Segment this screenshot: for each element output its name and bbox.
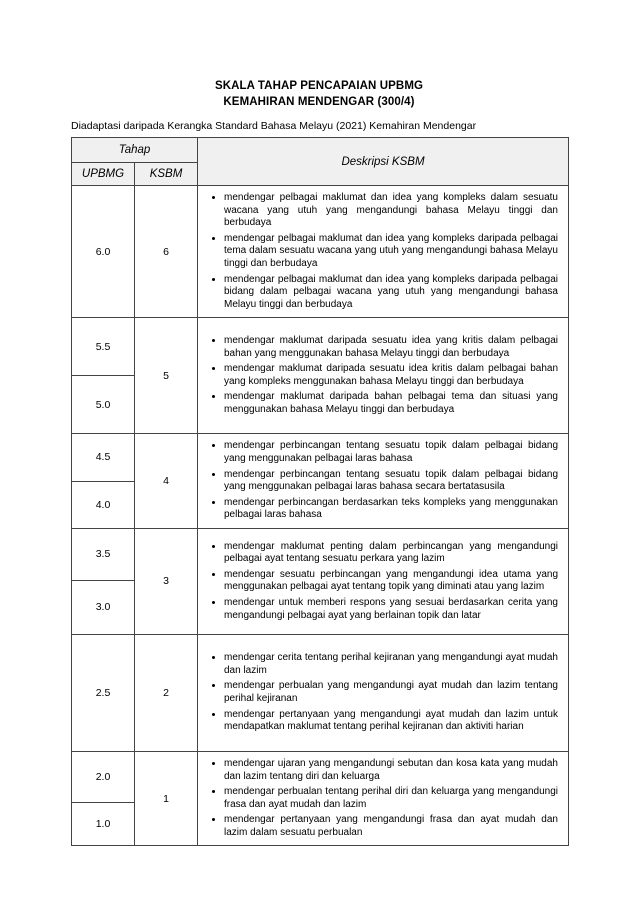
description-cell xyxy=(198,318,569,434)
table-row xyxy=(72,434,569,481)
ksbm-value: 1 xyxy=(135,751,198,846)
ksbm-value: 2 xyxy=(135,634,198,751)
upbmg-value: 6.0 xyxy=(72,186,135,318)
table-row xyxy=(72,634,569,751)
achievement-scale-table xyxy=(71,137,569,846)
list-item: • mendengar cerita tentang perihal kejiranan yang mengandungi ayat mudah dan lazim xyxy=(224,652,558,677)
list-item: • mendengar perbualan tentang perihal diri dan keluarga yang mengandungi frasa dan ayat mudah dan lazim xyxy=(224,786,558,811)
table-row xyxy=(72,528,569,580)
description-list xyxy=(204,652,558,734)
upbmg-value: 4.0 xyxy=(72,481,135,528)
list-item: • mendengar sesuatu perbincangan yang mengandungi idea utama yang menggunakan pelbagai ayat tentang topik yang diminati atau yang lazim xyxy=(224,569,558,594)
description-list xyxy=(204,440,558,522)
description-cell xyxy=(198,528,569,634)
document-subtitle-code: KEMAHIRAN MENDENGAR (300/4) xyxy=(223,96,415,108)
description-cell xyxy=(198,634,569,751)
header-deskripsi: Deskripsi KSBM xyxy=(198,138,569,186)
list-item: • mendengar maklumat daripada bahan pelbagai tema dan situasi yang menggunakan bahasa Melayu tinggi dan berbudaya xyxy=(224,391,558,416)
description-cell xyxy=(198,434,569,529)
source-note: Diadaptasi daripada Kerangka Standard Bahasa Melayu (2021) Kemahiran Mendengar xyxy=(71,120,477,132)
ksbm-value: 6 xyxy=(135,186,198,318)
description-cell xyxy=(198,186,569,318)
description-list xyxy=(204,335,558,417)
description-list xyxy=(204,192,558,311)
description-list xyxy=(204,758,558,840)
list-item: • mendengar maklumat daripada sesuatu idea yang kritis dalam pelbagai bahan yang menggunakan bahasa Melayu tinggi dan berbudaya xyxy=(224,335,558,360)
list-item: • mendengar perbincangan berdasarkan teks kompleks yang menggunakan pelbagai laras bahasa xyxy=(224,497,558,522)
table-row xyxy=(72,751,569,802)
upbmg-value: 3.5 xyxy=(72,528,135,580)
list-item: • mendengar pelbagai maklumat dan idea yang kompleks daripada pelbagai bidang dalam pelbagai wacana yang utuh yang mengandungi bahasa Melayu tinggi dan berbudaya xyxy=(224,274,558,312)
list-item: • mendengar pertanyaan yang mengandungi ayat mudah dan lazim untuk mendapatkan maklumat tentang perihal kejiranan dan aktiviti harian xyxy=(224,709,558,734)
list-item: • mendengar maklumat daripada sesuatu idea kritis dalam pelbagai bahan yang kompleks menggunakan bahasa Melayu tinggi dan berbudaya xyxy=(224,363,558,388)
list-item: • mendengar perbincangan tentang sesuatu topik dalam pelbagai bidang yang menggunakan pelbagai laras bahasa secara bertatasusila xyxy=(224,469,558,494)
upbmg-value: 1.0 xyxy=(72,802,135,846)
document-title: SKALA TAHAP PENCAPAIAN UPBMG xyxy=(214,80,424,92)
upbmg-value: 2.0 xyxy=(72,751,135,802)
list-item: • mendengar perbincangan tentang sesuatu topik dalam pelbagai bidang yang menggunakan pelbagai laras bahasa xyxy=(224,440,558,465)
header-upbmg: UPBMG xyxy=(72,163,135,186)
list-item: • mendengar pertanyaan yang mengandungi frasa dan ayat mudah dan lazim dalam sesuatu perbualan xyxy=(224,814,558,839)
upbmg-value: 2.5 xyxy=(72,634,135,751)
ksbm-value: 4 xyxy=(135,434,198,529)
upbmg-value: 4.5 xyxy=(72,434,135,481)
ksbm-value: 5 xyxy=(135,318,198,434)
header-tahap: Tahap xyxy=(72,138,198,163)
description-list xyxy=(204,541,558,623)
list-item: • mendengar untuk memberi respons yang sesuai berdasarkan cerita yang mengandungi pelbagai ayat yang berlainan topik dan latar xyxy=(224,597,558,622)
table-row xyxy=(72,186,569,318)
upbmg-value: 5.5 xyxy=(72,318,135,376)
list-item: • mendengar perbualan yang mengandungi ayat mudah dan lazim tentang perihal kejiranan xyxy=(224,680,558,705)
list-item: • mendengar pelbagai maklumat dan idea yang kompleks dalam sesuatu wacana yang utuh yang mengandungi bahasa Melayu tinggi dan berbudaya xyxy=(224,192,558,230)
list-item: • mendengar maklumat penting dalam perbincangan yang mengandungi pelbagai ayat tentang sesuatu perkara yang lazim xyxy=(224,541,558,566)
description-cell xyxy=(198,751,569,846)
list-item: • mendengar ujaran yang mengandungi sebutan dan kosa kata yang mudah dan lazim tentang diri dan keluarga xyxy=(224,758,558,783)
upbmg-value: 3.0 xyxy=(72,580,135,634)
header-ksbm: KSBM xyxy=(135,163,198,186)
table-row xyxy=(72,318,569,376)
list-item: • mendengar pelbagai maklumat dan idea yang kompleks daripada pelbagai tema dalam sesuatu wacana yang utuh yang mengandungi bahasa Melayu tinggi dan berbudaya xyxy=(224,233,558,271)
ksbm-value: 3 xyxy=(135,528,198,634)
upbmg-value: 5.0 xyxy=(72,376,135,434)
